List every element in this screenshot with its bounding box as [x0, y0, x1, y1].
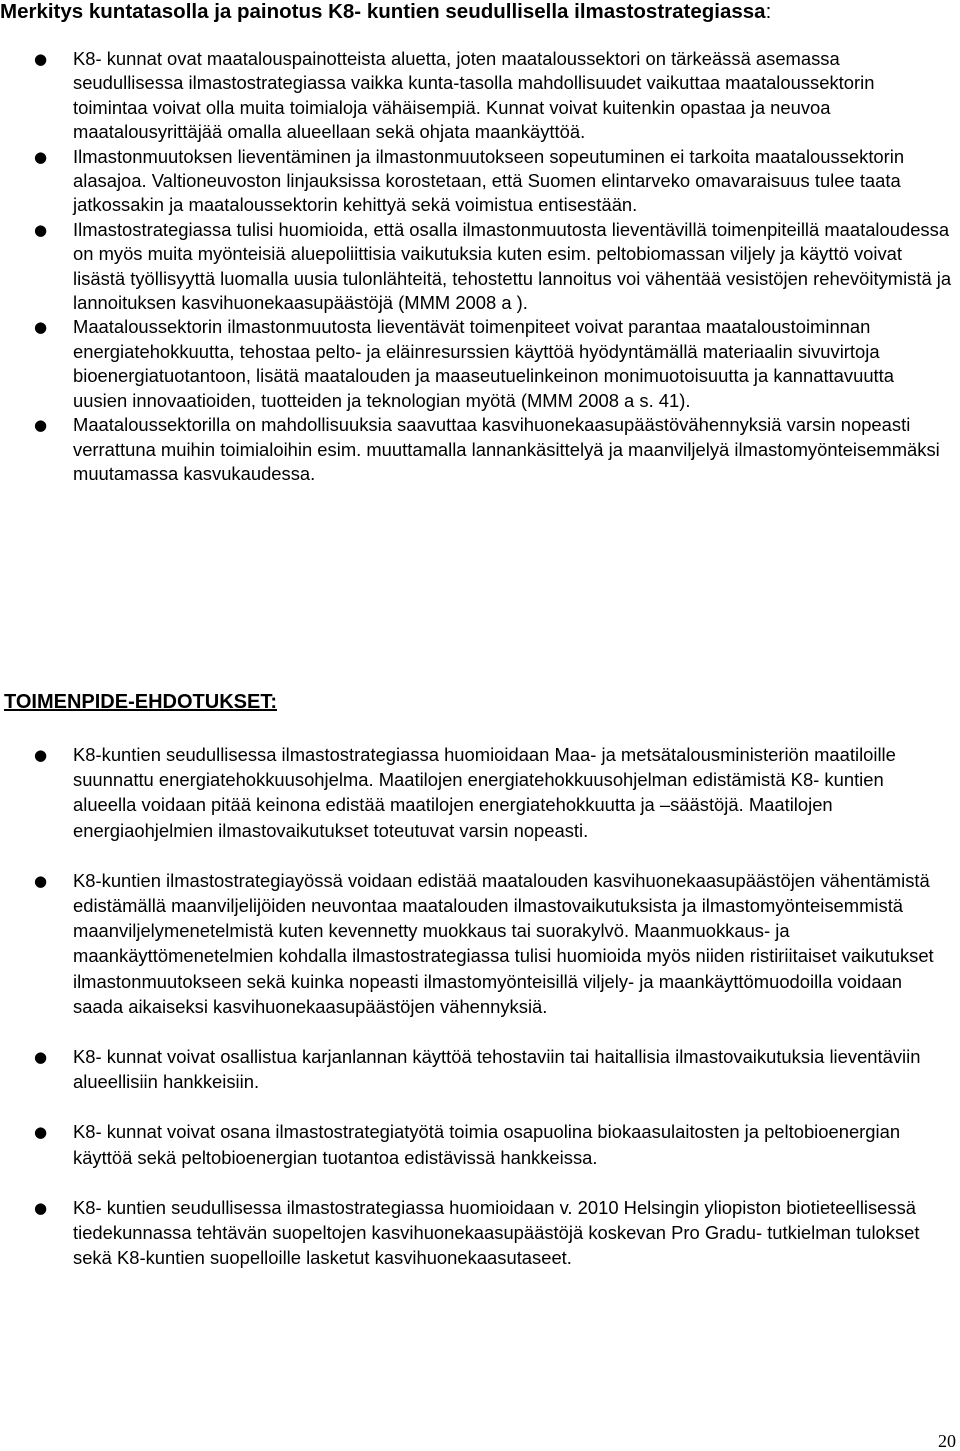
list-item-text: K8- kuntien seudullisessa ilmastostrategiassa huomioidaan v. 2010 Helsingin yliopiston biotieteellisessä tiedekunnassa tehtävän suopeltojen kasvihuonekaasupäästöjä koskevan Pro Gradu- tutkielman tulokset sekä K8-kuntien suopelloille lasketut kasvihuonekaasutaseet. [73, 1196, 920, 1269]
bullet-icon: ● [34, 746, 48, 764]
bullet-icon: ● [34, 220, 48, 239]
list-item [0, 1119, 952, 1169]
list-item-text: Maataloussektorilla on mahdollisuuksia saavuttaa kasvihuonekaasupäästövähennyksiä varsin nopeasti verrattuna muihin toimialoihin esim. muuttamalla lannankäsittelyä ja maanviljelyä ilmastomyönteisemmäksi muutamassa kasvukaudessa. [73, 414, 940, 484]
list-item [0, 413, 952, 486]
list-item-text: Ilmastostrategiassa tulisi huomioida, että osalla ilmastonmuutosta lieventävillä toimenpiteillä maataloudessa on myös muita myönteisiä aluepoliittisia vaikutuksia kuten esim. peltobiomassan viljely ja käyttö voivat lisästä työllisyyttä luomalla uusia tulonlähteitä, tehostettu lannoitus voi vähentää vesistöjen rehevöitymistä ja lannoituksen kasvihuonekaasupäästöjä (MMM 2008 a ). [73, 218, 952, 314]
list-item-text: Ilmastonmuutoksen lieventäminen ja ilmastonmuutokseen sopeutuminen ei tarkoita maataloussektorin alasajoa. Valtioneuvoston linjauksissa korostetaan, että Suomen elintarveko omavaraisuus tulee taata jatkossakin ja maataloussektorin kehittyä sekä voimistua entisestään. [73, 145, 905, 216]
list-item [0, 1044, 952, 1094]
list-item-text: K8-kuntien ilmastostrategiayössä voidaan edistää maatalouden kasvihuonekaasupäästöjen vähentämistä edistämällä maanviljelijöiden neuvontaa maatalouden ilmastovaikutuksista ja ilmastomyönteisemmistä maanviljelymenetelmistä kuten kevennetty muokkaus tai suorakylvö. Maanmuokkaus- ja maankäyttömenetelmien kohdalla ilmastostrategiassa tulisi huomioida myös niiden ristiriitaiset vaikutukset ilmastonmuutokseen sekä kuinka nopeasti ilmastomyönteisillä viljely- ja maankäyttömuodoilla voidaan saada aikaiseksi kasvihuonekaasupäästöjen vähennyksiä. [73, 869, 934, 1017]
list-item [0, 742, 952, 843]
list-item-text: K8-kuntien seudullisessa ilmastostrategiassa huomioidaan Maa- ja metsätalousministeriön maatiloille suunnattu energiatehokkuusohjelma. Maatilojen energiatehokkuusohjelman edistämistä K8- kuntien alueella voidaan pitää keinona edistää maatilojen energiatehokkuutta ja –säästöjä. Maatilojen energiaohjelmien ilmastovaikutukset toteutuvat varsin nopeasti. [73, 744, 896, 841]
list-item [0, 218, 952, 316]
intro-bullet-list [0, 47, 952, 486]
list-item [0, 145, 952, 218]
list-item-text: Maataloussektorin ilmastonmuutosta lieventävät toimenpiteet voivat parantaa maataloustoiminnan energiatehokkuutta, tehostaa pelto- ja eläinresurssien käyttöä hyödyntämällä materiaalin sivuvirtoja bioenergiatuotantoon, lisätä maatalouden ja maaseutuelinkeinon monimuotoisuutta ja kannattavuutta uusien innovaatioiden, tuotteiden ja teknologian myötä (MMM 2008 a s. 41). [73, 316, 894, 411]
bullet-icon: ● [34, 1123, 48, 1142]
bullet-icon: ● [34, 147, 48, 166]
list-item [0, 1195, 952, 1271]
list-item-text: K8- kunnat ovat maatalouspainotteista aluetta, joten maataloussektori on tärkeässä asemassa seudullisessa ilmastostrategiassa vaikka kunta-tasolla mahdollisuudet vaikuttaa maataloussektorin toimintaa voivat olla muita toimialoja vähäisempiä. Kunnat voivat kuitenkin opastaa ja neuvoa maatalousyrittäjää omalla alueellaan sekä ohjata maankäyttöä. [73, 48, 875, 143]
list-item [0, 868, 952, 1019]
list-item-text: K8- kunnat voivat osana ilmastostrategiatyötä toimia osapuolina biokaasulaitosten ja peltobioenergian käyttöä sekä peltobioenergian tuotantoa edistävissä hankkeissa. [73, 1121, 901, 1168]
section-heading-text: Merkitys kuntatasolla ja painotus K8- kuntien seudullisella ilmastostrategiassa [0, 0, 766, 23]
section-heading [0, 0, 771, 24]
bullet-icon: ● [34, 318, 48, 337]
measures-bullet-list [0, 742, 952, 1295]
page-number: 20 [938, 1431, 956, 1451]
measures-heading: TOIMENPIDE-EHDOTUKSET: [4, 691, 277, 713]
bullet-icon: ● [34, 416, 48, 435]
section-heading-colon: : [765, 0, 772, 23]
list-item [0, 315, 952, 413]
list-item-text: K8- kunnat voivat osallistua karjanlannan käyttöä tehostaviin tai haitallisia ilmastovaikutuksia lieventäviin alueellisiin hankkeisiin. [73, 1046, 921, 1093]
bullet-icon: ● [34, 50, 48, 68]
bullet-icon: ● [34, 1198, 48, 1217]
bullet-icon: ● [34, 871, 48, 890]
list-item [0, 47, 952, 145]
bullet-icon: ● [34, 1048, 48, 1067]
